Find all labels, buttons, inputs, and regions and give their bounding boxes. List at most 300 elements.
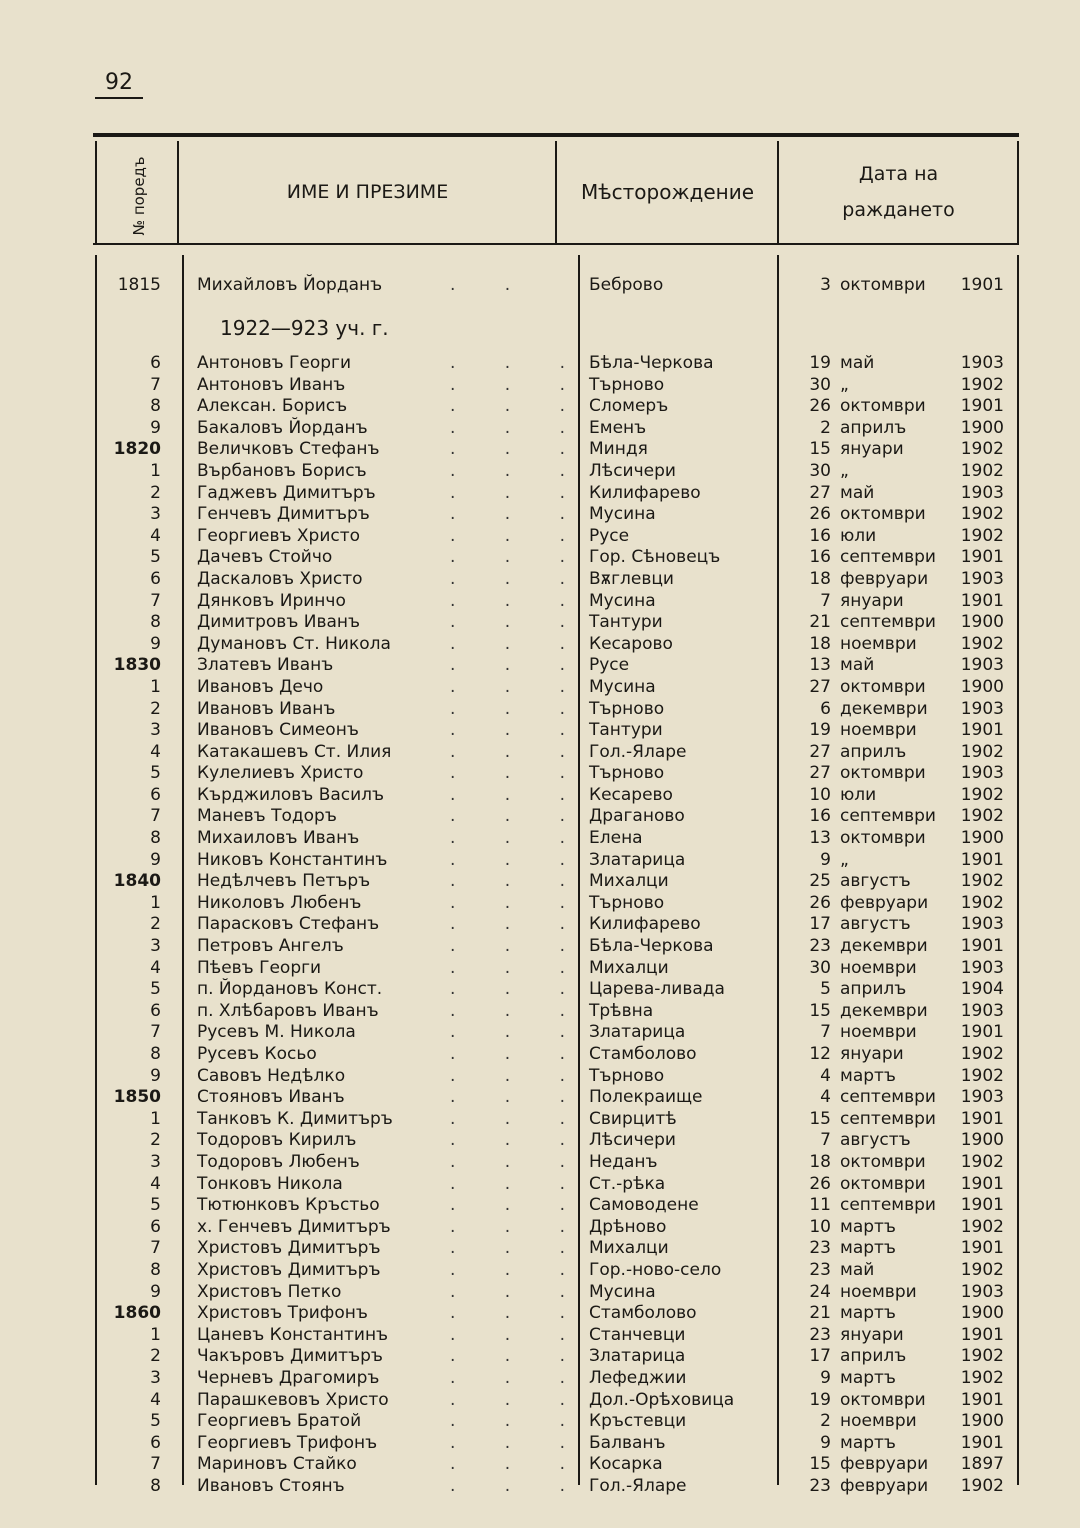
row-year: 1902 (960, 439, 1004, 460)
row-month: декември (840, 936, 928, 957)
row-number: 5 (150, 1195, 161, 1216)
leader-dots: . . . (450, 806, 588, 827)
row-name: Дачевъ Стойчо (197, 547, 333, 568)
row-name: Тонковъ Никола (197, 1173, 343, 1194)
leader-dots: . . . (450, 1130, 588, 1151)
row-number: 3 (150, 720, 161, 741)
table-row (95, 591, 1020, 613)
row-name: Танковъ К. Димитъръ (197, 1108, 393, 1129)
leader-dots: . . . (450, 957, 588, 978)
row-day: 23 (809, 1475, 831, 1496)
leader-dots: . . . (450, 1346, 588, 1367)
row-month: септември (840, 1087, 936, 1108)
row-year: 1902 (960, 1259, 1004, 1280)
row-month: мартъ (840, 1238, 896, 1259)
row-year: 1901 (960, 849, 1004, 870)
row-birthplace: Неданъ (589, 1151, 658, 1172)
row-birthplace: Дол.-Орѣховица (589, 1389, 735, 1410)
row-year: 1903 (960, 482, 1004, 503)
leader-dots: . . . (450, 698, 588, 719)
row-name: Петровъ Ангелъ (197, 936, 344, 957)
row-birthplace: Еменъ (589, 417, 647, 438)
table-row (95, 655, 1020, 677)
row-number: 2 (150, 914, 161, 935)
leader-dots: . . . (450, 1151, 588, 1172)
row-name: Ивановъ Симеонъ (197, 720, 359, 741)
row-birthplace: Бѣла-Черкова (589, 353, 714, 373)
page-number: 92 (95, 70, 143, 99)
row-month: февруари (840, 1454, 929, 1475)
row-name: Пѣевъ Георги (197, 957, 322, 978)
row-number: 4 (150, 1389, 161, 1410)
leader-dots: . . . (450, 1173, 588, 1194)
row-birthplace: Михалци (589, 957, 669, 978)
row-year: 1903 (960, 957, 1004, 978)
row-month: августъ (840, 1130, 911, 1151)
row-month: ноември (840, 720, 917, 741)
table-row (95, 1152, 1020, 1174)
row-number: 7 (150, 1454, 161, 1475)
row-year: 1903 (960, 1000, 1004, 1021)
header-bottom-rule (93, 243, 1019, 245)
leader-dots: . . . (450, 741, 588, 762)
row-name: Цаневъ Константинъ (197, 1324, 389, 1345)
row-number: 7 (150, 590, 161, 611)
leader-dots: . . . (450, 936, 588, 957)
table-row (95, 1217, 1020, 1239)
row-birthplace: Царева-ливада (589, 979, 725, 1000)
row-month: юли (840, 525, 877, 546)
row-month: „ (840, 849, 849, 870)
row-birthplace: Мусина (589, 676, 656, 697)
row-number: 8 (150, 1044, 161, 1064)
row-month: априлъ (840, 1346, 907, 1367)
row-day: 17 (809, 1346, 831, 1367)
row-year: 1901 (960, 936, 1004, 957)
row-year: 1903 (960, 914, 1004, 935)
row-day: 7 (820, 1022, 831, 1043)
row-birthplace: Търново (589, 892, 665, 913)
row-name: Георгиевъ Христо (197, 525, 361, 546)
row-day: 30 (809, 957, 831, 978)
row-day: 15 (809, 439, 831, 460)
row-month: май (840, 353, 875, 373)
row-name: Мариновъ Стайко (197, 1454, 357, 1475)
row-number: 1 (150, 1324, 161, 1345)
row-number: 1 (150, 676, 161, 697)
row-number: 6 (150, 1216, 161, 1237)
row-birthplace: Лефеджии (589, 1367, 687, 1388)
row-name: Стояновъ Иванъ (197, 1087, 345, 1108)
leader-dots: . . . (450, 784, 588, 805)
row-day: 13 (809, 828, 831, 849)
row-birthplace: Беброво (589, 275, 664, 295)
leader-dots: . . . (450, 1259, 588, 1280)
row-number: 8 (150, 396, 161, 417)
row-birthplace: Мусина (589, 590, 656, 611)
table-row (95, 699, 1020, 721)
row-birthplace: Стамболово (589, 1044, 697, 1064)
row-day: 15 (809, 1454, 831, 1475)
table-row (95, 1174, 1020, 1196)
row-month: мартъ (840, 1367, 896, 1388)
row-year: 1901 (960, 1173, 1004, 1194)
row-month: „ (840, 374, 849, 395)
row-number: 3 (150, 936, 161, 957)
leader-dots: . . . (450, 612, 588, 633)
column-divider (777, 141, 779, 243)
row-name: Христовъ Трифонъ (197, 1303, 368, 1324)
table-row (95, 936, 1020, 958)
row-name: Тодоровъ Любенъ (197, 1151, 360, 1172)
header-col-place: Мѣсторождение (580, 180, 755, 204)
row-name: п. Хлѣбаровъ Иванъ (197, 1000, 379, 1021)
row-number: 6 (150, 568, 161, 589)
row-number: 5 (150, 979, 161, 1000)
row-name: Дянковъ Иринчо (197, 590, 346, 611)
row-birthplace: Мусина (589, 1281, 656, 1302)
header-col-number-line2: редъ (130, 156, 148, 197)
row-day: 6 (820, 698, 831, 719)
row-number: 7 (150, 1238, 161, 1259)
leader-dots: . . . (450, 1216, 588, 1237)
row-day: 2 (820, 1411, 831, 1432)
leader-dots: . . . (450, 1108, 588, 1129)
leader-dots: . . . (450, 460, 588, 481)
row-year: 1902 (960, 871, 1004, 892)
row-day: 10 (809, 1216, 831, 1237)
leader-dots: . . . (450, 1432, 588, 1453)
leader-dots: . . . (450, 633, 588, 654)
row-month: май (840, 655, 875, 676)
table-row (95, 612, 1020, 634)
row-year: 1902 (960, 1151, 1004, 1172)
row-number: 1850 (113, 1087, 161, 1108)
row-day: 7 (820, 590, 831, 611)
row-name: Величковъ Стефанъ (197, 439, 380, 460)
row-day: 15 (809, 1108, 831, 1129)
row-name: Русевъ М. Никола (197, 1022, 356, 1043)
row-day: 26 (809, 892, 831, 913)
table-row (95, 914, 1020, 936)
row-name: Георгиевъ Трифонъ (197, 1432, 378, 1453)
row-birthplace: Станчевци (589, 1324, 686, 1345)
row-birthplace: Кръстевци (589, 1411, 687, 1432)
leader-dots: . . . (450, 353, 588, 373)
row-number: 8 (150, 612, 161, 633)
row-birthplace: Косарка (589, 1454, 663, 1475)
row-year: 1902 (960, 1216, 1004, 1237)
school-year-heading: 1922—923 уч. г. (220, 316, 389, 340)
table-row (95, 1087, 1020, 1109)
row-birthplace: Златарица (589, 1346, 686, 1367)
leader-dots: . . . (450, 1087, 588, 1108)
leader-dots: . . . (450, 1065, 588, 1086)
row-name: Маневъ Тодоръ (197, 806, 337, 827)
row-number: 3 (150, 504, 161, 525)
row-day: 10 (809, 784, 831, 805)
row-day: 21 (809, 1303, 831, 1324)
row-number: 8 (150, 1475, 161, 1496)
table-row (95, 1346, 1020, 1368)
row-name: Ивановъ Дечо (197, 676, 324, 697)
table-row (95, 1282, 1020, 1304)
leader-dots: . . . (450, 590, 588, 611)
row-day: 30 (809, 374, 831, 395)
row-month: ноември (840, 1281, 917, 1302)
row-birthplace: Търново (589, 374, 665, 395)
row-name: Ивановъ Иванъ (197, 698, 336, 719)
row-month: августъ (840, 914, 911, 935)
table-row (95, 1066, 1020, 1088)
row-month: ноември (840, 1411, 917, 1432)
row-birthplace: Мусина (589, 504, 656, 525)
table-row (95, 1368, 1020, 1390)
row-name: Михайловъ Йорданъ (197, 275, 383, 295)
row-name: Антоновъ Георги (197, 353, 351, 373)
row-month: мартъ (840, 1303, 896, 1324)
table-row (95, 785, 1020, 807)
row-name: Георгиевъ Братой (197, 1411, 362, 1432)
row-year: 1902 (960, 460, 1004, 481)
row-year: 1900 (960, 1130, 1004, 1151)
table-row (95, 763, 1020, 785)
row-birthplace: Килифарево (589, 482, 701, 503)
row-birthplace: Драганово (589, 806, 685, 827)
table-row (95, 396, 1020, 418)
row-name: Върбановъ Борисъ (197, 460, 367, 481)
row-birthplace: Търново (589, 698, 665, 719)
row-year: 1902 (960, 1367, 1004, 1388)
row-birthplace: Килифарево (589, 914, 701, 935)
row-name: Парашкевовъ Христо (197, 1389, 389, 1410)
row-day: 27 (809, 763, 831, 784)
header-col-date-line2: раждането (842, 199, 955, 221)
row-day: 27 (809, 676, 831, 697)
table-row (95, 483, 1020, 505)
row-name: Савовъ Недѣлко (197, 1065, 346, 1086)
row-year: 1900 (960, 417, 1004, 438)
row-month: октомври (840, 1173, 926, 1194)
leader-dots: . . . (450, 828, 588, 849)
row-month: май (840, 482, 875, 503)
row-year: 1901 (960, 1324, 1004, 1345)
leader-dots: . . . (450, 1000, 588, 1021)
leader-dots: . . . (450, 849, 588, 870)
row-birthplace: Трѣвна (589, 1000, 654, 1021)
row-day: 13 (809, 655, 831, 676)
row-name: Никовъ Константинъ (197, 849, 388, 870)
row-year: 1900 (960, 612, 1004, 633)
leader-dots: . . . (450, 525, 588, 546)
column-divider (555, 141, 557, 243)
table-row (95, 1433, 1020, 1455)
row-year: 1901 (960, 547, 1004, 568)
table-row (95, 1109, 1020, 1131)
row-year: 1902 (960, 1065, 1004, 1086)
row-name: Генчевъ Димитъръ (197, 504, 370, 525)
table-row (95, 893, 1020, 915)
row-number: 4 (150, 957, 161, 978)
row-number: 2 (150, 698, 161, 719)
leader-dots: . . . (450, 547, 588, 568)
register-table-body (95, 267, 1020, 1497)
row-year: 1904 (960, 979, 1004, 1000)
table-top-rule (93, 133, 1019, 137)
row-year: 1902 (960, 892, 1004, 913)
leader-dots: . . . (450, 871, 588, 892)
row-number: 7 (150, 806, 161, 827)
table-row (95, 1001, 1020, 1023)
row-month: юли (840, 784, 877, 805)
row-number: 9 (150, 1281, 161, 1302)
row-day: 12 (809, 1044, 831, 1064)
row-name: Черневъ Драгомиръ (197, 1367, 380, 1388)
row-month: „ (840, 460, 849, 481)
row-day: 2 (820, 417, 831, 438)
row-month: априлъ (840, 417, 907, 438)
row-month: септември (840, 806, 936, 827)
row-number: 3 (150, 1367, 161, 1388)
row-day: 9 (820, 1367, 831, 1388)
row-name: Тодоровъ Кирилъ (197, 1130, 357, 1151)
row-day: 26 (809, 504, 831, 525)
table-row (95, 1044, 1020, 1066)
row-year: 1900 (960, 828, 1004, 849)
row-month: септември (840, 1108, 936, 1129)
row-month: априлъ (840, 741, 907, 762)
leader-dots: . . . (450, 504, 588, 525)
leader-dots: . . . (450, 1367, 588, 1388)
row-day: 23 (809, 936, 831, 957)
row-day: 15 (809, 1000, 831, 1021)
row-name: Димитровъ Иванъ (197, 612, 361, 633)
row-name: Думановъ Ст. Никола (197, 633, 391, 654)
row-name: Кулелиевъ Христо (197, 763, 364, 784)
row-birthplace: Ст.-рѣка (589, 1173, 666, 1194)
row-year: 1902 (960, 633, 1004, 654)
row-birthplace: Сломеръ (589, 396, 669, 417)
header-col-date-line1: Дата на (858, 163, 939, 185)
table-row (95, 871, 1020, 893)
row-name: Христовъ Петко (197, 1281, 342, 1302)
row-number: 3 (150, 1151, 161, 1172)
row-birthplace: Кесарево (589, 784, 673, 805)
leader-dots: . . . (450, 1022, 588, 1043)
row-year: 1902 (960, 741, 1004, 762)
leader-dots: . . . (450, 1044, 588, 1064)
row-month: май (840, 1259, 875, 1280)
row-name: Златевъ Иванъ (197, 655, 334, 676)
row-number: 9 (150, 1065, 161, 1086)
row-day: 27 (809, 482, 831, 503)
row-month: септември (840, 1195, 936, 1216)
row-year: 1902 (960, 784, 1004, 805)
leader-dots: . . . (450, 720, 588, 741)
row-birthplace: Кесарово (589, 633, 673, 654)
row-month: септември (840, 612, 936, 633)
row-day: 16 (809, 806, 831, 827)
row-name: Тютюнковъ Кръстьо (197, 1195, 380, 1216)
row-day: 19 (809, 353, 831, 373)
row-day: 18 (809, 568, 831, 589)
row-month: априлъ (840, 979, 907, 1000)
row-month: октомври (840, 1151, 926, 1172)
row-year: 1903 (960, 568, 1004, 589)
row-number: 2 (150, 1346, 161, 1367)
header-col-number (103, 150, 175, 242)
table-row (95, 1022, 1020, 1044)
table-row (95, 1260, 1020, 1282)
row-day: 16 (809, 547, 831, 568)
row-month: февруари (840, 1475, 929, 1496)
row-birthplace: Самоводене (589, 1195, 699, 1216)
row-year: 1903 (960, 353, 1004, 373)
row-day: 23 (809, 1238, 831, 1259)
row-month: октомври (840, 504, 926, 525)
row-birthplace: Стамболово (589, 1303, 697, 1324)
row-birthplace: Търново (589, 763, 665, 784)
row-month: мартъ (840, 1216, 896, 1237)
row-number: 1 (150, 892, 161, 913)
row-year: 1902 (960, 806, 1004, 827)
table-row (95, 828, 1020, 850)
row-number: 5 (150, 763, 161, 784)
row-number: 6 (150, 353, 161, 373)
leader-dots: . . . (450, 1281, 588, 1302)
row-birthplace: Лѣсичери (589, 1130, 676, 1151)
row-year: 1903 (960, 1281, 1004, 1302)
row-day: 7 (820, 1130, 831, 1151)
row-number: 4 (150, 741, 161, 762)
row-day: 26 (809, 396, 831, 417)
row-name: Кърджиловъ Василъ (197, 784, 385, 805)
row-month: ноември (840, 1022, 917, 1043)
row-name: Михаиловъ Иванъ (197, 828, 360, 849)
table-row (95, 806, 1020, 828)
row-year: 1901 (960, 590, 1004, 611)
table-row (95, 742, 1020, 764)
table-row (95, 677, 1020, 699)
row-birthplace: Михалци (589, 1238, 669, 1259)
table-row (95, 504, 1020, 526)
leader-dots: . . . (450, 676, 588, 697)
row-name: Гаджевъ Димитъръ (197, 482, 376, 503)
leader-dots: . . . (450, 374, 588, 395)
row-number: 4 (150, 1173, 161, 1194)
row-year: 1901 (960, 1108, 1004, 1129)
row-birthplace: Гор. Сѣновецъ (589, 547, 721, 568)
row-month: мартъ (840, 1432, 896, 1453)
row-month: октомври (840, 676, 926, 697)
leader-dots: . . . (450, 1411, 588, 1432)
row-month: августъ (840, 871, 911, 892)
row-month: септември (840, 547, 936, 568)
row-number: 4 (150, 525, 161, 546)
leader-dots: . . . (450, 1238, 588, 1259)
table-row (95, 1303, 1020, 1325)
row-name: Даскаловъ Христо (197, 568, 363, 589)
row-birthplace: Златарица (589, 849, 686, 870)
row-year: 1901 (960, 396, 1004, 417)
row-year: 1903 (960, 1087, 1004, 1108)
row-birthplace: Русе (589, 655, 630, 676)
row-day: 9 (820, 1432, 831, 1453)
row-day: 19 (809, 1389, 831, 1410)
row-birthplace: Миндя (589, 439, 648, 460)
row-day: 21 (809, 612, 831, 633)
row-day: 30 (809, 460, 831, 481)
